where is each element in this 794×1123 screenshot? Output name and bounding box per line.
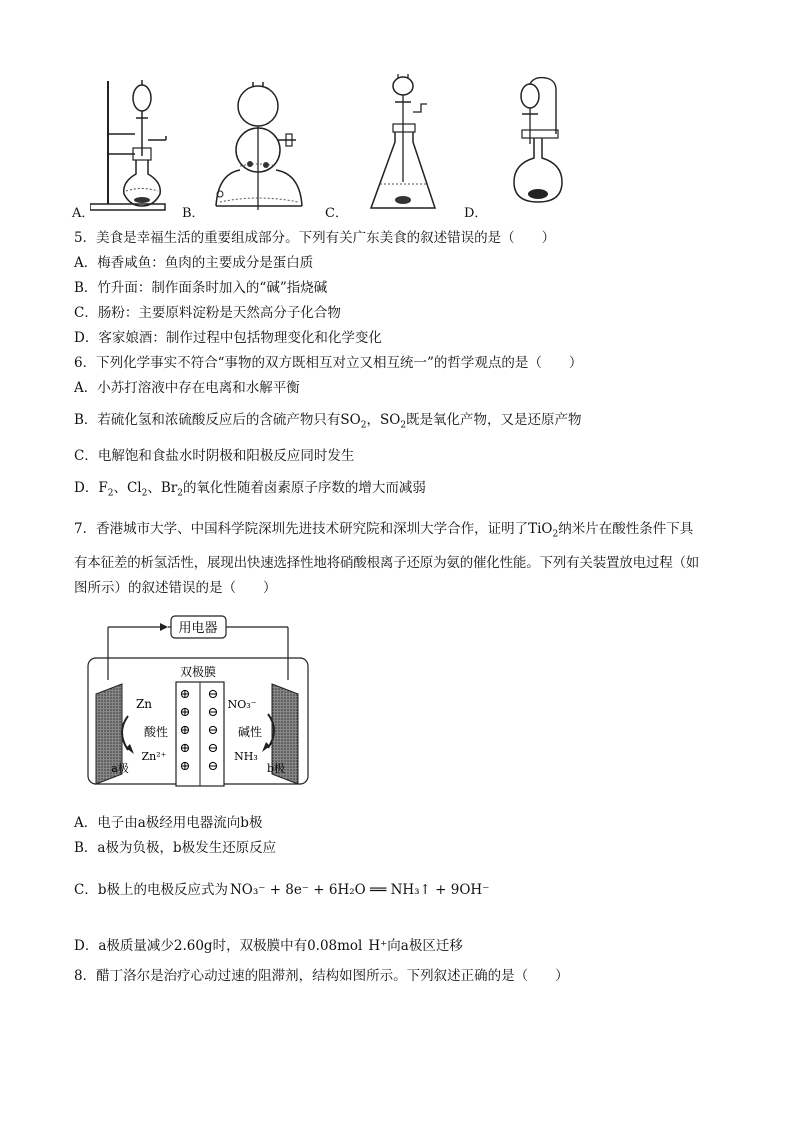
apparatus-d-drawing (506, 74, 576, 214)
q7-c-equation: NO₃⁻ + 8e⁻ + 6H₂O ══ NH₃↑ + 9OH⁻ (229, 882, 490, 898)
q6-d-pre: D． (74, 480, 99, 496)
q7-line-1 (74, 519, 693, 545)
plus-1: ⊕ (179, 687, 191, 702)
q5-option-b: B．竹升面：制作面条时加入的“碱”指烧碱 (74, 280, 328, 296)
q7-option-b: B．a极为负极，b极发生还原反应 (74, 840, 277, 856)
q6-option-a: A．小苏打溶液中存在电离和水解平衡 (74, 380, 300, 396)
plus-3: ⊕ (179, 723, 191, 738)
q6-stem: 6．下列化学事实不符合“事物的双方既相互对立又相互统一”的哲学观点的是（ ） (74, 355, 583, 371)
q7-line-2: 有本征差的析氢活性，展现出快速选择性地将硝酸根离子还原为氨的催化性能。下列有关装置放电过程（如 (74, 555, 700, 571)
no3-label: NO₃⁻ (227, 698, 257, 711)
q7-option-c (74, 880, 489, 900)
q6-option-d (74, 478, 426, 504)
plus-4: ⊕ (179, 741, 191, 756)
q6-b-mid: ， (366, 412, 380, 428)
zn2-label: Zn²⁺ (141, 750, 167, 763)
apparatus-b-drawing (210, 78, 320, 213)
q5-stem: 5．美食是幸福生活的重要组成部分。下列有关广东美食的叙述错误的是（ ） (74, 230, 556, 246)
membrane-label: 双极膜 (179, 665, 217, 679)
q5-option-d: D．客家娘酒：制作过程中包括物理变化和化学变化 (74, 330, 382, 346)
a-electrode-label: a极 (111, 762, 129, 775)
q6-b-so2 (340, 412, 367, 431)
apparatus-c-label: C． (325, 206, 348, 221)
q7-line1-post: 纳米片在酸性条件下具 (558, 521, 694, 537)
q5-option-a: A．梅香咸鱼：鱼肉的主要成分是蛋白质 (74, 255, 314, 271)
so2-sub: 2 (360, 420, 367, 431)
sep-1: 、 (113, 480, 127, 496)
h-plus: H⁺ (368, 938, 388, 954)
q6-b-pre: B．若硫化氢和浓硫酸反应后的含硫产物只有 (74, 412, 341, 428)
br2-sub: 2 (177, 488, 183, 499)
f2: F (98, 480, 108, 496)
sep-2: 、 (147, 480, 161, 496)
f2-sub: 2 (107, 488, 114, 499)
apparatus-a-drawing (90, 76, 190, 216)
left-arrow (122, 716, 128, 750)
cl2-sub: 2 (141, 488, 148, 499)
plus-5: ⊕ (179, 759, 191, 774)
minus-3: ⊖ (207, 723, 219, 738)
q6-b-so2-second (379, 412, 407, 431)
q7-d-post: 向a极区迁移 (387, 938, 463, 954)
br2: Br (160, 480, 178, 496)
so2-text: SO (340, 412, 361, 428)
acid-label: 酸性 (143, 725, 169, 739)
nh3-label: NH₃ (234, 750, 258, 763)
zn-label: Zn (135, 697, 153, 711)
minus-2: ⊖ (207, 705, 219, 720)
q7-option-d (74, 936, 463, 956)
cl2: Cl (126, 480, 142, 496)
minus-1: ⊖ (207, 687, 219, 702)
apparatus-row (60, 68, 520, 221)
tio2: TiO (528, 521, 553, 537)
minus-5: ⊖ (207, 759, 219, 774)
q7-option-a: A．电子由a极经用电器流向b极 (74, 815, 263, 831)
q7-line1-pre: 7．香港城市大学、中国科学院深圳先进技术研究院和深圳大学合作，证明了 (74, 521, 529, 537)
tio2-sub: 2 (552, 529, 559, 540)
b-electrode-label: b极 (266, 762, 286, 775)
device-label: 用电器 (178, 621, 218, 636)
q6-option-c: C．电解饱和食盐水时阴极和阳极反应同时发生 (74, 448, 355, 464)
q6-d-post: 的氧化性随着卤素原子序数的增大而减弱 (182, 480, 426, 496)
plus-2: ⊕ (179, 705, 191, 720)
apparatus-b-label: B． (182, 206, 205, 221)
so2-sub-2: 2 (400, 420, 407, 431)
apparatus-c-drawing (365, 72, 445, 217)
apparatus-a-label: A． (72, 206, 95, 221)
q7-line-3: 图所示）的叙述错误的是（ ） (74, 580, 277, 596)
base-label: 碱性 (237, 725, 263, 739)
apparatus-d-label: D． (464, 206, 488, 221)
q5-option-c: C．肠粉：主要原料淀粉是天然高分子化合物 (74, 305, 341, 321)
q6-option-b (74, 410, 582, 436)
q7-c-pre: C．b极上的电极反应式为 (74, 882, 228, 898)
q8-stem: 8．醋丁洛尔是治疗心动过速的阻滞剂，结构如图所示。下列叙述正确的是（ ） (74, 968, 569, 984)
q7-d-pre: D．a极质量减少2.60g时，双极膜中有0.08mol (74, 938, 363, 954)
q6-b-post: 既是氧化产物，又是还原产物 (406, 412, 582, 428)
battery-diagram (86, 610, 326, 810)
so2-text-2: SO (379, 412, 401, 428)
minus-4: ⊖ (207, 741, 219, 756)
